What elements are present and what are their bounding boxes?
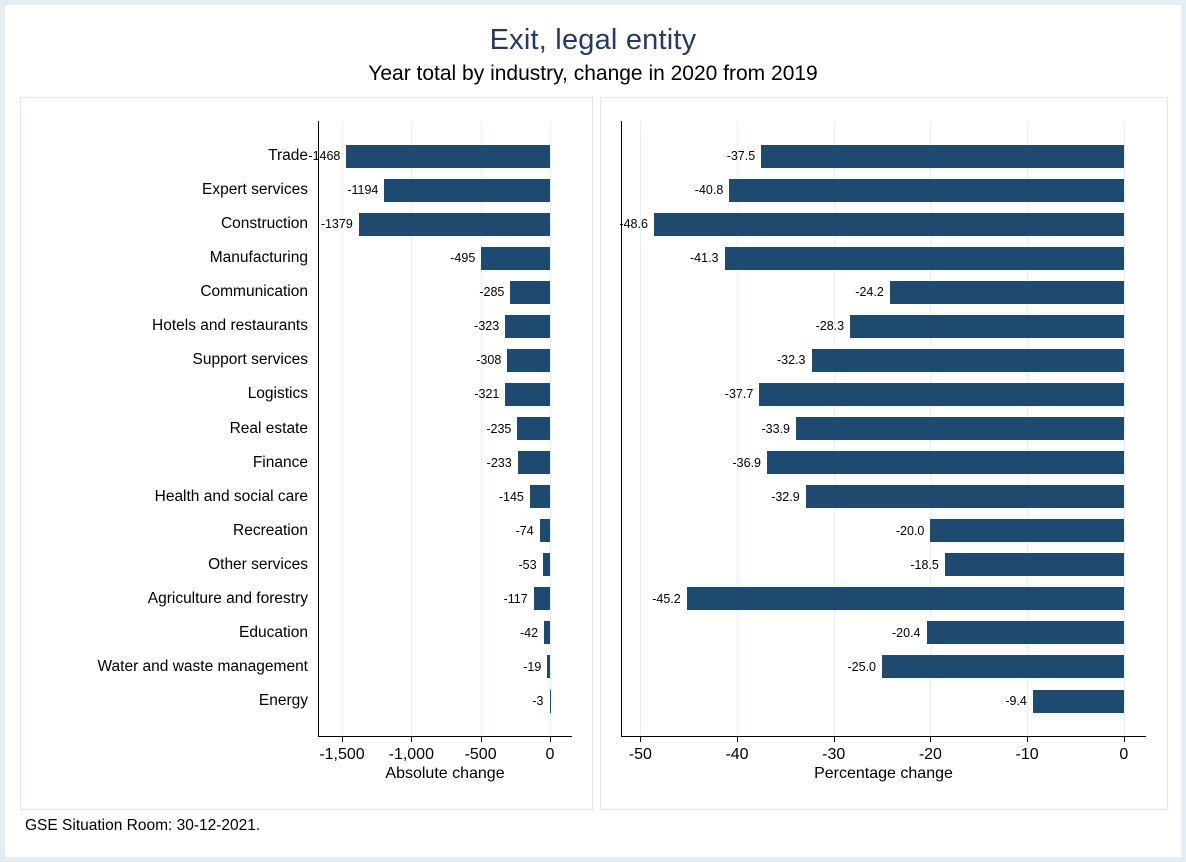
x-axis-line xyxy=(318,736,572,737)
panel-absolute-change xyxy=(20,97,593,810)
bar-value-label: -45.2 xyxy=(652,591,681,606)
x-tick-mark xyxy=(342,737,343,742)
bar xyxy=(481,247,550,270)
category-label: Support services xyxy=(192,351,308,369)
bar xyxy=(687,587,1124,610)
bar xyxy=(767,451,1124,474)
bar xyxy=(505,383,550,406)
bar xyxy=(806,485,1124,508)
bar-value-label: -25.0 xyxy=(847,659,876,674)
bar xyxy=(1033,690,1124,713)
bar xyxy=(761,145,1124,168)
category-label: Finance xyxy=(252,453,308,471)
bar-value-label: -37.5 xyxy=(726,149,756,163)
bar xyxy=(729,179,1124,202)
bar xyxy=(534,587,550,610)
bar xyxy=(812,349,1124,372)
bar xyxy=(725,247,1124,270)
category-label: Recreation xyxy=(233,521,308,539)
bar-value-label: -19 xyxy=(523,659,542,674)
x-axis-title: Absolute change xyxy=(385,765,505,782)
bar-value-label: -308 xyxy=(476,353,502,368)
bar-value-label: -32.3 xyxy=(777,353,806,368)
bar xyxy=(759,383,1124,406)
x-tick-mark xyxy=(1027,737,1028,742)
bar-value-label: -323 xyxy=(474,319,500,334)
x-tick-label: -500 xyxy=(464,746,497,763)
gridline xyxy=(342,121,343,736)
bar-value-label: -1194 xyxy=(347,183,379,198)
bar-value-label: -33.9 xyxy=(761,421,790,436)
category-label: Water and waste management xyxy=(97,657,308,675)
plot-absolute-change xyxy=(21,98,592,809)
x-tick-mark xyxy=(737,737,738,742)
category-label: Other services xyxy=(208,555,308,573)
bar-value-label: -9.4 xyxy=(1005,694,1027,708)
bar xyxy=(517,417,550,440)
category-label: Manufacturing xyxy=(209,249,308,267)
bar-value-label: -42 xyxy=(520,625,539,640)
bar xyxy=(930,519,1123,542)
bar-value-label: -48.6 xyxy=(619,217,648,232)
bar-value-label: -321 xyxy=(474,387,500,402)
bar xyxy=(510,281,550,304)
category-label: Construction xyxy=(220,215,308,233)
x-tick-label: -50 xyxy=(628,746,652,763)
bar-value-label: -20.4 xyxy=(892,625,921,640)
bar xyxy=(945,553,1124,576)
x-axis-line xyxy=(621,736,1146,737)
bar-value-label: -3 xyxy=(532,694,544,708)
panel-percentage-change xyxy=(600,97,1168,810)
bar xyxy=(547,655,550,678)
bar xyxy=(543,553,550,576)
bar-value-label: -24.2 xyxy=(855,285,884,300)
x-tick-mark xyxy=(834,737,835,742)
bar xyxy=(359,213,550,236)
bar xyxy=(654,213,1124,236)
bar-value-label: -36.9 xyxy=(732,455,761,470)
bar xyxy=(384,179,550,202)
bar xyxy=(796,417,1124,440)
bar-value-label: -233 xyxy=(486,455,512,470)
bar-value-label: -1379 xyxy=(320,217,353,232)
bar-value-label: -285 xyxy=(479,285,505,300)
y-axis-line xyxy=(318,121,319,736)
bar-value-label: -37.7 xyxy=(724,387,754,402)
x-tick-mark xyxy=(481,737,482,742)
gridline xyxy=(550,121,551,736)
category-label: Agriculture and forestry xyxy=(147,589,308,607)
category-label: Hotels and restaurants xyxy=(152,317,308,335)
x-tick-label: -1,000 xyxy=(388,746,434,763)
bar-value-label: -145 xyxy=(498,489,524,504)
bar xyxy=(507,349,550,372)
x-tick-label: -30 xyxy=(822,746,846,763)
bar-value-label: -18.5 xyxy=(910,557,939,572)
bar-value-label: -53 xyxy=(518,557,537,572)
x-tick-label: 0 xyxy=(545,746,555,763)
chart-subtitle: Year total by industry, change in 2020 from 2019 xyxy=(368,62,818,85)
source-note: GSE Situation Room: 30-12-2021. xyxy=(25,817,261,834)
x-tick-mark xyxy=(550,737,551,742)
bar-value-label: -1468 xyxy=(308,149,341,163)
category-label: Expert services xyxy=(202,181,308,199)
bar xyxy=(540,519,550,542)
x-tick-label: -1,500 xyxy=(319,746,365,763)
bar-value-label: -41.3 xyxy=(690,251,719,266)
bar xyxy=(530,485,550,508)
bar xyxy=(505,315,550,338)
x-tick-mark xyxy=(1124,737,1125,742)
bar-value-label: -495 xyxy=(450,251,476,266)
category-label: Communication xyxy=(200,283,308,301)
bar xyxy=(850,315,1124,338)
bar xyxy=(544,621,550,644)
bar-value-label: -235 xyxy=(486,421,512,436)
category-label: Health and social care xyxy=(154,487,308,505)
x-tick-mark xyxy=(640,737,641,742)
category-label: Trade xyxy=(268,147,308,164)
bar xyxy=(518,451,550,474)
bar-value-label: -20.0 xyxy=(895,523,925,538)
category-label: Logistics xyxy=(247,385,308,403)
bar xyxy=(890,281,1124,304)
y-axis-line xyxy=(621,121,622,736)
bar xyxy=(346,145,550,168)
x-tick-mark xyxy=(411,737,412,742)
bar-value-label: -74 xyxy=(515,523,534,538)
x-tick-label: 0 xyxy=(1119,746,1129,763)
x-tick-label: -20 xyxy=(918,746,942,763)
bar-value-label: -40.8 xyxy=(694,183,724,198)
category-label: Energy xyxy=(258,692,308,709)
category-label: Education xyxy=(239,623,308,641)
bar xyxy=(882,655,1124,678)
x-tick-label: -40 xyxy=(725,746,749,763)
x-axis-title: Percentage change xyxy=(814,765,953,782)
bar-value-label: -28.3 xyxy=(815,319,845,334)
bar-value-label: -32.9 xyxy=(771,489,800,504)
bar-value-label: -117 xyxy=(503,591,528,606)
x-tick-label: -10 xyxy=(1015,746,1039,763)
bar xyxy=(927,621,1124,644)
plot-percentage-change xyxy=(601,98,1167,809)
bar xyxy=(550,690,551,713)
category-label: Real estate xyxy=(229,419,308,437)
x-tick-mark xyxy=(930,737,931,742)
gridline xyxy=(640,121,641,736)
chart-title: Exit, legal entity xyxy=(489,24,697,56)
gridline xyxy=(1124,121,1125,736)
